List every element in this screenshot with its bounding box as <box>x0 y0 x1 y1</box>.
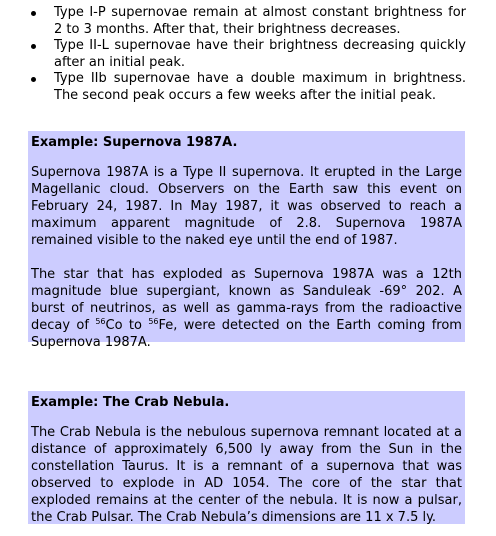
bullet-icon <box>31 44 36 49</box>
paragraph-text: Fe, were detected on the Earth coming from Supernova 1987A. <box>31 318 462 350</box>
list-item <box>30 71 466 104</box>
paragraph-text: The star that has exploded as Supernova 1987A was a 12th magnitude blue supergiant, known as Sanduleak -69° 202. A burst of neutrinos, as well as gamma-rays from the radioactive decay of <box>31 267 462 333</box>
bullet-icon <box>31 11 36 16</box>
bullet-icon <box>31 77 36 82</box>
example-paragraph: The Crab Nebula is the nebulous supernova remnant located at a distance of approximately 6,500 ly away from the Sun in the constellation Taurus. It is a remnant of a supernova that was observed to explode in AD 1054. The core of the star that exploded remains at the center of the nebula. It is now a pulsar, the Crab Pulsar. The Crab Nebula’s dimensions are 11 x 7.5 ly. <box>31 425 462 525</box>
example-box-crab-nebula <box>28 391 465 524</box>
bullet-text: Type I-P supernovae remain at almost constant brightness for 2 to 3 months. After that, their brightness decreases. <box>54 5 466 37</box>
example-title: Example: The Crab Nebula. <box>31 395 230 410</box>
example-box-supernova-1987a <box>28 131 465 350</box>
example-paragraph <box>31 266 462 351</box>
list-item <box>30 5 466 38</box>
bullet-text: Type IIb supernovae have a double maximum in brightness. The second peak occurs a few weeks after the initial peak. <box>54 71 466 103</box>
list-item <box>30 38 466 71</box>
example-title: Example: Supernova 1987A. <box>31 135 238 150</box>
paragraph-text: Co to <box>105 318 149 333</box>
supernova-types-list <box>30 5 466 104</box>
bullet-text: Type II-L supernovae have their brightness decreasing quickly after an initial peak. <box>54 38 466 70</box>
superscript: 56 <box>148 317 159 326</box>
superscript: 56 <box>95 317 106 326</box>
example-paragraph: Supernova 1987A is a Type II supernova. It erupted in the Large Magellanic cloud. Observers on the Earth saw this event on February 24, 1987. In May 1987, it was observed to reach a maximum apparent magnitude of 2.8. Supernova 1987A remained visible to the naked eye until the end of 1987. <box>31 165 462 248</box>
